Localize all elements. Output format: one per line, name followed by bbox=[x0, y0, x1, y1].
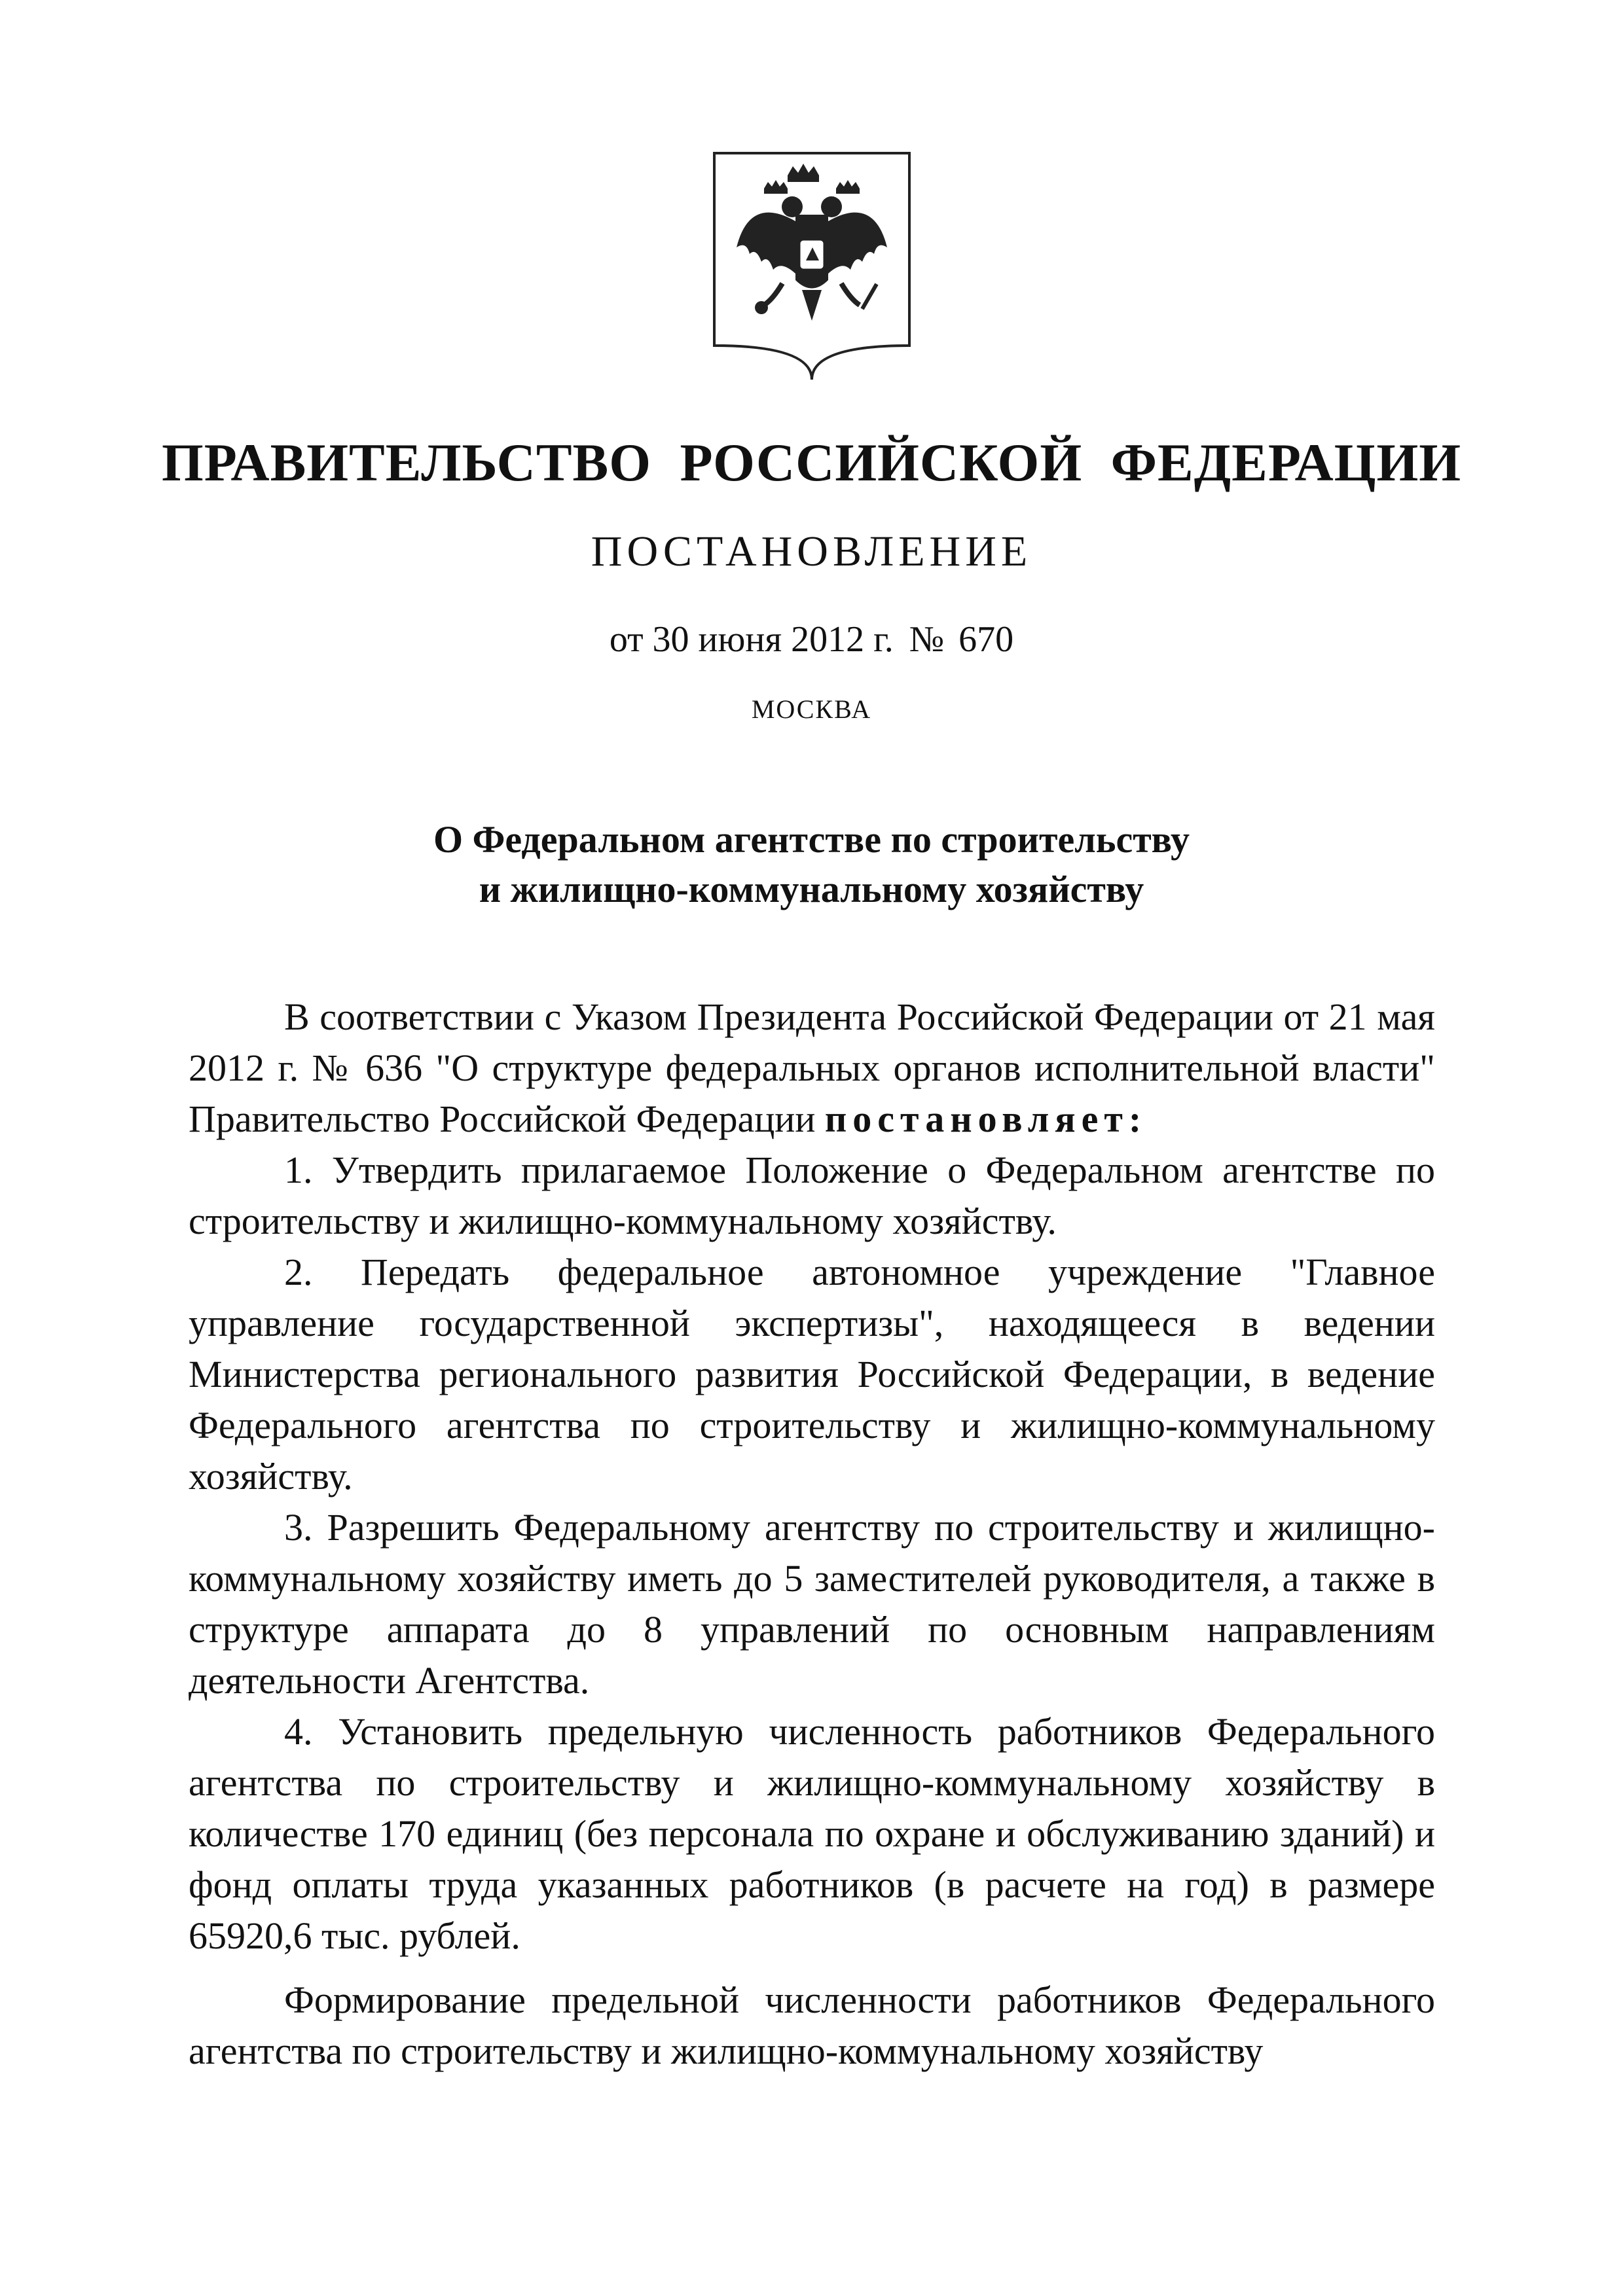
paragraph-1: 1. Утвердить прилагаемое Положение о Федеральном агентстве по строительству и жилищно-коммунальному хозяйству. bbox=[189, 1149, 1435, 1242]
coat-of-arms-emblem bbox=[710, 149, 913, 385]
document-date-number bbox=[0, 619, 1623, 660]
number-sign: № bbox=[909, 619, 945, 660]
preamble-paragraph bbox=[189, 992, 1435, 1145]
document-body bbox=[189, 992, 1435, 2077]
document-number: 670 bbox=[958, 619, 1014, 660]
document-date: от 30 июня 2012 г. bbox=[609, 619, 894, 660]
paragraph-5: Формирование предельной численности работников Федерального агентства по строительству и жилищно-коммунальному хозяйству bbox=[189, 1979, 1435, 2072]
resolves-word: постановляет: bbox=[824, 1098, 1148, 1140]
city: МОСКВА bbox=[751, 694, 872, 724]
preamble-text: В соответствии с Указом Президента Российской Федерации от 21 мая 2012 г. № 636 "О структуре федеральных органов исполнительной власти" Правительство Российской Федерации bbox=[189, 996, 1435, 1140]
paragraph-2: 2. Передать федеральное автономное учреждение "Главное управление государственной экспертизы", находящееся в ведении Министерства регионального развития Российской Федерации, в ведение Федерального агентства по строительству и жилищно-коммунальному хозяйству. bbox=[189, 1251, 1435, 1498]
organization-title: ПРАВИТЕЛЬСТВО РОССИЙСКОЙ ФЕДЕРАЦИИ bbox=[161, 433, 1462, 492]
paragraph-4: 4. Установить предельную численность работников Федерального агентства по строительству и жилищно-коммунальному хозяйству в количестве 170 единиц (без персонала по охране и обслуживанию зданий) и фонд оплаты труда указанных работников (в расчете на год) в размере 65920,6 тыс. рублей. bbox=[189, 1710, 1435, 1957]
document-subject bbox=[0, 815, 1623, 914]
subject-line-1: О Федеральном агентстве по строительству bbox=[433, 818, 1190, 861]
subject-line-2: и жилищно-коммунальному хозяйству bbox=[479, 868, 1144, 910]
document-type: ПОСТАНОВЛЕНИЕ bbox=[591, 528, 1032, 575]
paragraph-3: 3. Разрешить Федеральному агентству по строительству и жилищно-коммунальному хозяйству иметь до 5 заместителей руководителя, а также в структуре аппарата до 8 управлений по основным направлениям деятельности Агентства. bbox=[189, 1506, 1435, 1702]
